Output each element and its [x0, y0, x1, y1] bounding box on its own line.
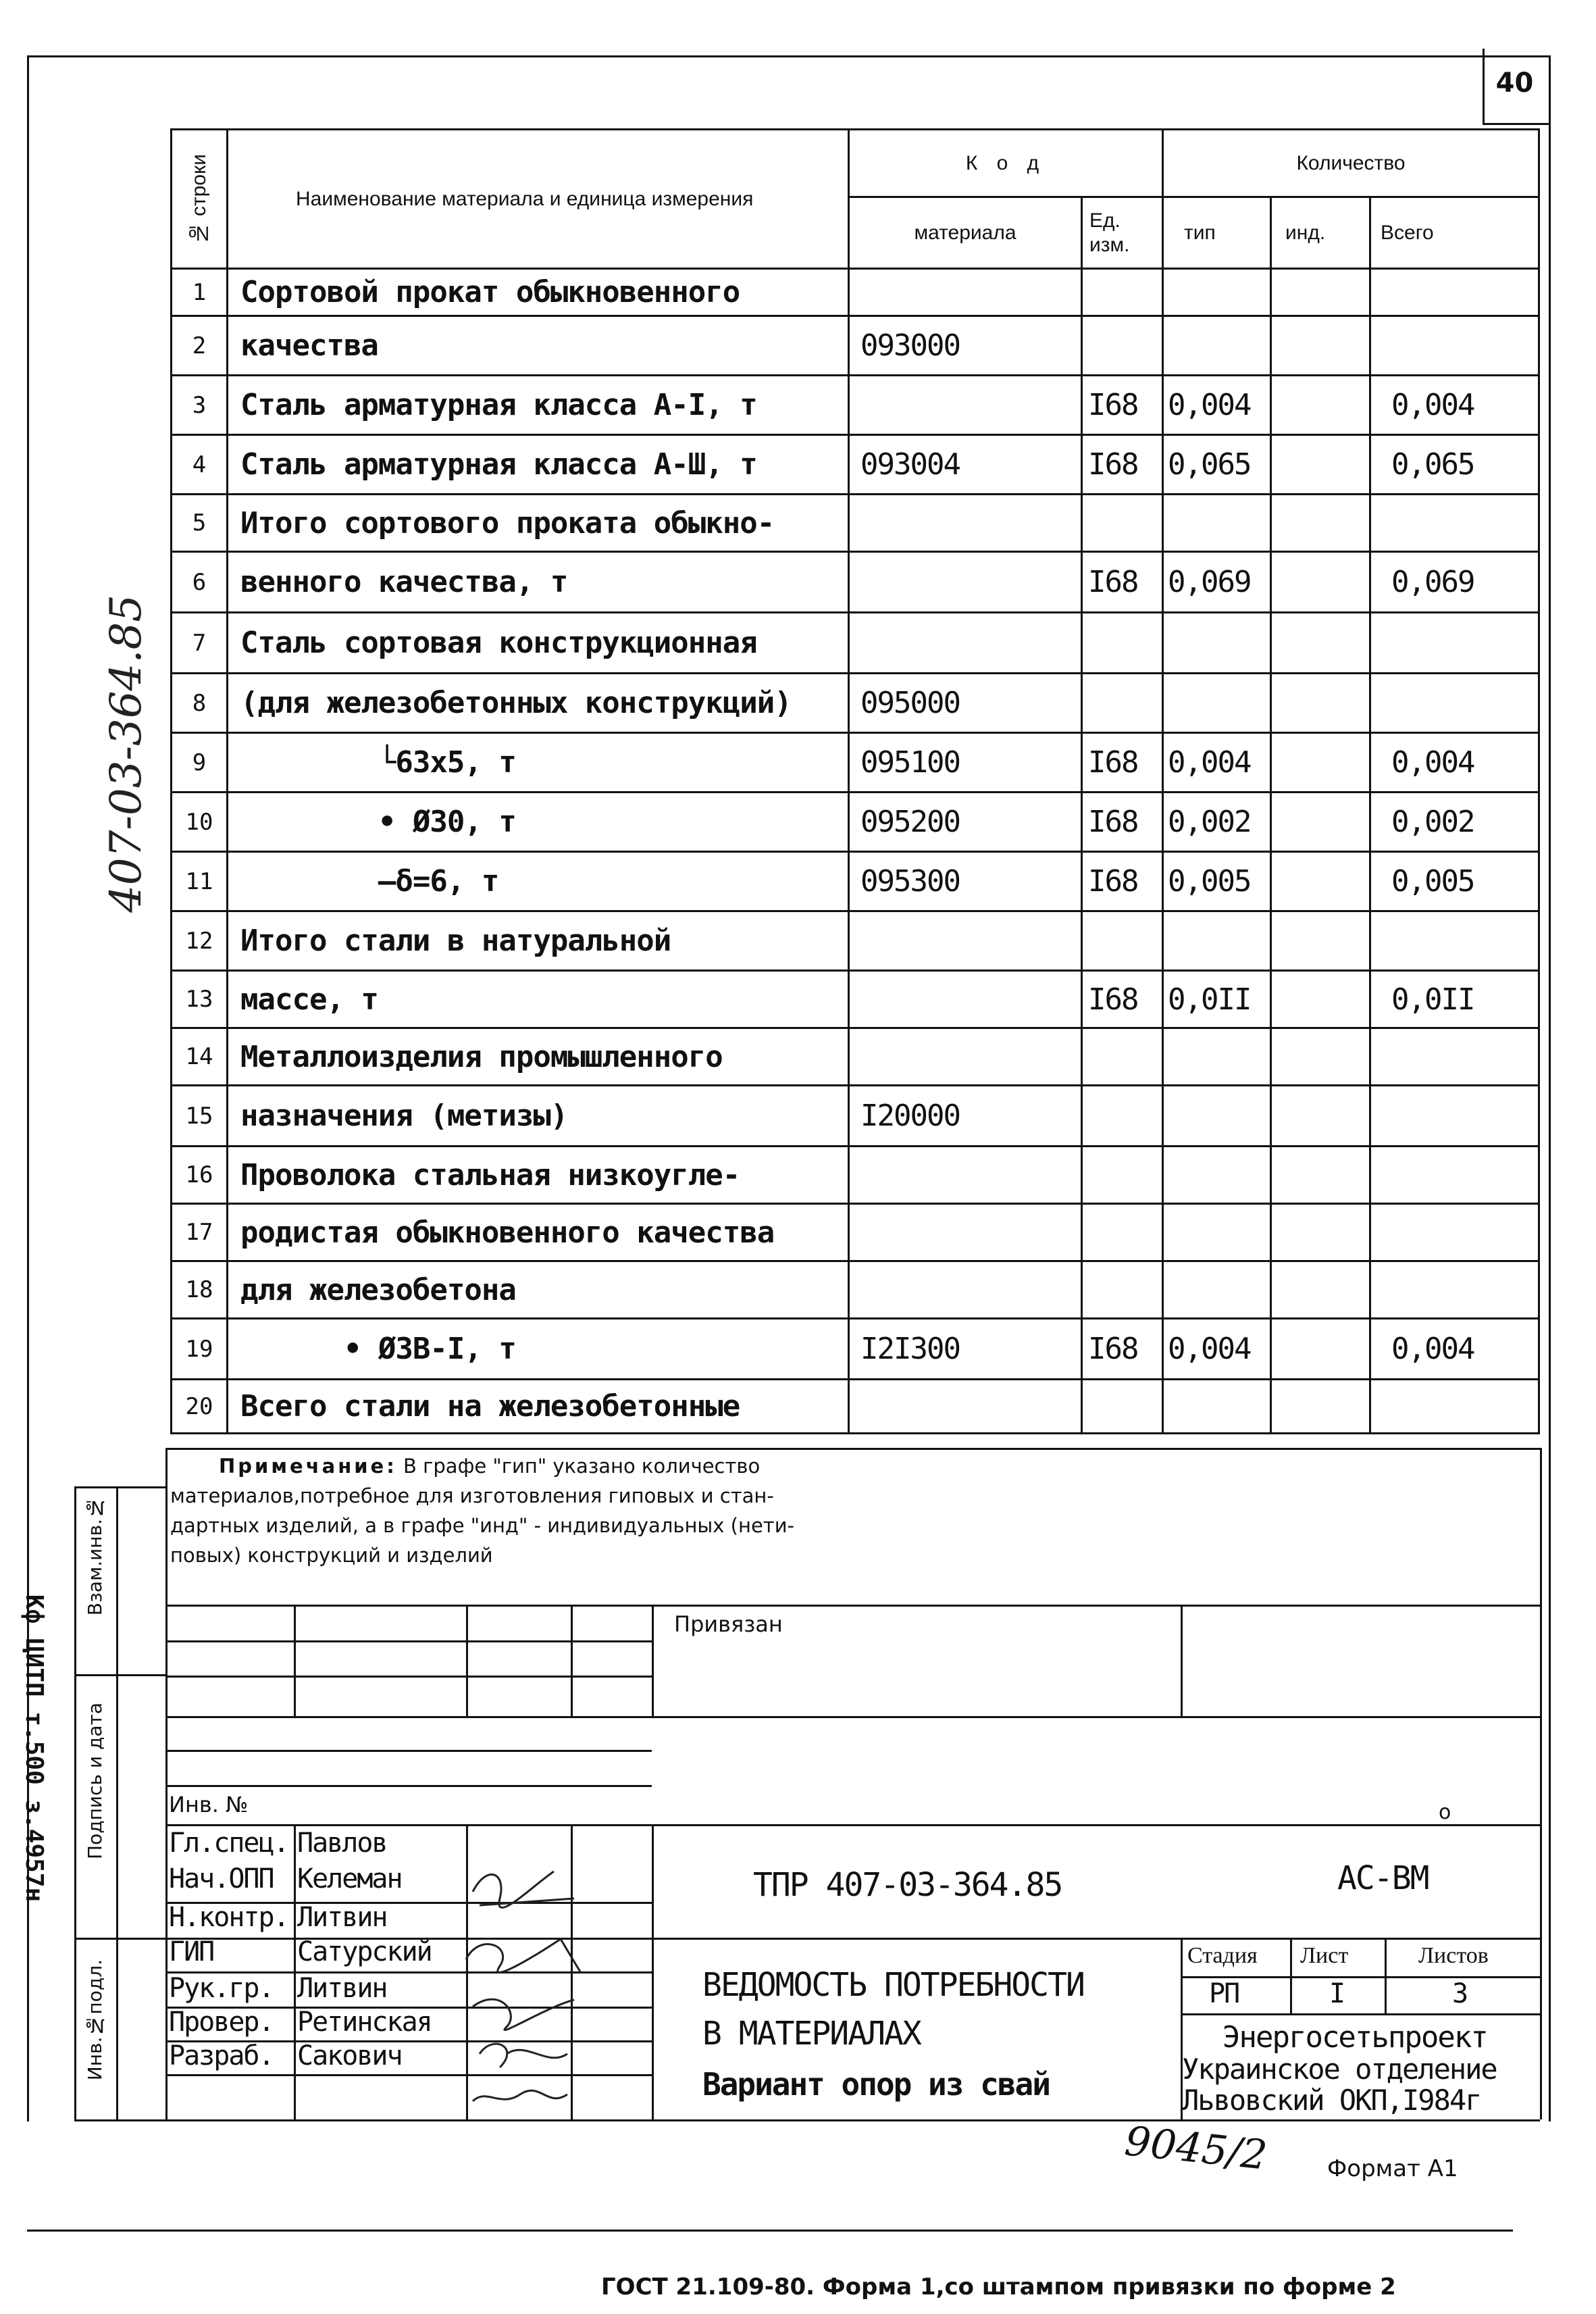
header-unit: Ед. изм. — [1082, 197, 1163, 269]
unit-code — [1082, 1147, 1163, 1204]
row-number: 16 — [172, 1147, 228, 1204]
row-number: 19 — [172, 1319, 228, 1380]
replaces-inventory-label: Взам.инв.№ — [84, 1496, 106, 1616]
table-row — [172, 852, 1539, 911]
materials-table — [170, 128, 1540, 1434]
qty-typ — [1163, 911, 1271, 971]
qty-total: 0,0II — [1370, 971, 1539, 1028]
row-number: 3 — [172, 376, 228, 435]
unit-code: I68 — [1082, 552, 1163, 613]
qty-ind — [1271, 1380, 1370, 1434]
qty-total — [1370, 613, 1539, 674]
signatory-role: Рук.гр. — [169, 1973, 274, 2004]
unit-code: I68 — [1082, 793, 1163, 852]
note — [170, 1451, 1183, 1570]
material-code — [849, 1380, 1082, 1434]
signatory-name: Литвин — [297, 1973, 387, 2004]
material-name: родистая обыкновенного качества — [228, 1204, 849, 1261]
qty-ind — [1271, 495, 1370, 552]
signatory-name: Ретинская — [297, 2007, 432, 2038]
qty-total — [1370, 1261, 1539, 1319]
table-row — [172, 1261, 1539, 1319]
qty-typ: 0,004 — [1163, 376, 1271, 435]
signatory-role: ГИП — [169, 1936, 214, 1967]
qty-total: 0,004 — [1370, 733, 1539, 793]
unit-code — [1082, 1028, 1163, 1086]
original-inventory-label: Инв.№подл. — [84, 1959, 106, 2081]
qty-ind — [1271, 1147, 1370, 1204]
row-number: 14 — [172, 1028, 228, 1086]
qty-typ — [1163, 316, 1271, 376]
qty-total — [1370, 1204, 1539, 1261]
qty-ind — [1271, 971, 1370, 1028]
material-name: назначения (метизы) — [228, 1086, 849, 1147]
org-line-1: Энергосетьпроект — [1222, 2020, 1487, 2055]
qty-typ: 0,065 — [1163, 435, 1271, 495]
unit-code — [1082, 1086, 1163, 1147]
unit-code: I68 — [1082, 1319, 1163, 1380]
table-row — [172, 1086, 1539, 1147]
qty-ind — [1271, 376, 1370, 435]
qty-typ: 0,069 — [1163, 552, 1271, 613]
qty-total: 0,004 — [1370, 376, 1539, 435]
qty-ind — [1271, 911, 1370, 971]
table-row — [172, 911, 1539, 971]
attached-label: Привязан — [674, 1611, 783, 1637]
row-number: 4 — [172, 435, 228, 495]
qty-ind — [1271, 435, 1370, 495]
sheet-value: I — [1329, 1978, 1345, 2009]
qty-typ: 0,004 — [1163, 1319, 1271, 1380]
table-row — [172, 552, 1539, 613]
material-name: Проволока стальная низкоугле- — [228, 1147, 849, 1204]
note-line-1: В графе "гип" указано количество — [396, 1455, 761, 1478]
sheets-value: 3 — [1452, 1978, 1468, 2009]
row-number: 8 — [172, 674, 228, 733]
qty-typ — [1163, 1261, 1271, 1319]
qty-ind — [1271, 1028, 1370, 1086]
row-number: 17 — [172, 1204, 228, 1261]
qty-typ — [1163, 674, 1271, 733]
circle-mark: о — [1439, 1801, 1451, 1824]
stage-value: РП — [1209, 1978, 1239, 2009]
signatory-name: Павлов — [297, 1828, 387, 1859]
signatory-role: Н.контр. — [169, 1902, 288, 1933]
row-number: 13 — [172, 971, 228, 1028]
sheets-label: Листов — [1418, 1943, 1489, 1968]
org-line-2: Украинское отделение — [1182, 2053, 1497, 2086]
archive-stamp-text: Кф ЦИТП т.500 з.4957н — [20, 1594, 48, 1903]
qty-ind — [1271, 269, 1370, 316]
unit-code — [1082, 495, 1163, 552]
org-line-3: Львовский ОКП,I984г — [1182, 2084, 1481, 2117]
row-number: 10 — [172, 793, 228, 852]
qty-total: 0,069 — [1370, 552, 1539, 613]
row-number: 15 — [172, 1086, 228, 1147]
sheet-label: Лист — [1300, 1943, 1349, 1968]
material-name: Сталь арматурная класса А-I, т — [228, 376, 849, 435]
signatory-name: Келеман — [297, 1863, 402, 1894]
qty-typ: 0,004 — [1163, 733, 1271, 793]
row-number: 20 — [172, 1380, 228, 1434]
qty-total — [1370, 911, 1539, 971]
qty-typ: 0,002 — [1163, 793, 1271, 852]
unit-code — [1082, 269, 1163, 316]
qty-total — [1370, 316, 1539, 376]
note-label: Примечание: — [219, 1455, 397, 1478]
qty-ind — [1271, 316, 1370, 376]
row-number: 12 — [172, 911, 228, 971]
material-code — [849, 269, 1082, 316]
material-code: 093004 — [849, 435, 1082, 495]
qty-typ — [1163, 1086, 1271, 1147]
material-name: Металлоизделия промышленного — [228, 1028, 849, 1086]
material-name: Всего стали на железобетонные — [228, 1380, 849, 1434]
material-code: 095100 — [849, 733, 1082, 793]
page-number: 40 — [1495, 68, 1534, 99]
qty-total — [1370, 1028, 1539, 1086]
unit-code: I68 — [1082, 971, 1163, 1028]
qty-typ — [1163, 1028, 1271, 1086]
header-name: Наименование материала и единица измерения — [228, 130, 849, 269]
material-code — [849, 1147, 1082, 1204]
row-number: 7 — [172, 613, 228, 674]
table-row — [172, 1204, 1539, 1261]
table-row — [172, 376, 1539, 435]
header-qty-ind: инд. — [1271, 197, 1370, 269]
qty-total: 0,065 — [1370, 435, 1539, 495]
side-document-code: 407-03-364.85 — [101, 595, 151, 913]
material-code — [849, 1204, 1082, 1261]
signature-date-label: Подпись и дата — [84, 1703, 106, 1859]
unit-code: I68 — [1082, 733, 1163, 793]
qty-ind — [1271, 733, 1370, 793]
signatory-role: Нач.ОПП — [169, 1863, 274, 1894]
material-code — [849, 971, 1082, 1028]
unit-code — [1082, 1261, 1163, 1319]
inventory-number-label: Инв. № — [169, 1792, 249, 1817]
material-name: массе, т — [228, 971, 849, 1028]
table-row — [172, 495, 1539, 552]
row-number: 11 — [172, 852, 228, 911]
material-name: (для железобетонных конструкций) — [228, 674, 849, 733]
material-code — [849, 376, 1082, 435]
table-row — [172, 316, 1539, 376]
row-number: 2 — [172, 316, 228, 376]
unit-code: I68 — [1082, 435, 1163, 495]
qty-typ — [1163, 1147, 1271, 1204]
qty-ind — [1271, 1204, 1370, 1261]
stage-label: Стадия — [1187, 1943, 1258, 1968]
material-name: венного качества, т — [228, 552, 849, 613]
qty-total: 0,002 — [1370, 793, 1539, 852]
table-row — [172, 1147, 1539, 1204]
unit-code — [1082, 1380, 1163, 1434]
title-line-1: ВЕДОМОСТЬ ПОТРЕБНОСТИ — [702, 1966, 1084, 2004]
document-code: ТПР 407-03-364.85 — [753, 1866, 1062, 1904]
signatory-name: Сакович — [297, 2040, 402, 2071]
qty-typ: 0,005 — [1163, 852, 1271, 911]
material-name: Сортовой прокат обыкновенного — [228, 269, 849, 316]
table-row — [172, 793, 1539, 852]
handwritten-number: 9045/2 — [1122, 2117, 1270, 2180]
signatory-role: Гл.спец. — [169, 1828, 288, 1859]
unit-code: I68 — [1082, 852, 1163, 911]
qty-typ — [1163, 1380, 1271, 1434]
unit-code — [1082, 316, 1163, 376]
header-row-number: № строки — [172, 130, 228, 269]
qty-typ: 0,0II — [1163, 971, 1271, 1028]
material-name: для железобетона — [228, 1261, 849, 1319]
qty-total — [1370, 674, 1539, 733]
material-name: качества — [228, 316, 849, 376]
material-code — [849, 495, 1082, 552]
material-code: I20000 — [849, 1086, 1082, 1147]
material-code: 095000 — [849, 674, 1082, 733]
material-code: 093000 — [849, 316, 1082, 376]
table-row — [172, 1319, 1539, 1380]
qty-ind — [1271, 793, 1370, 852]
material-code — [849, 1261, 1082, 1319]
signatures — [459, 1851, 594, 2121]
qty-ind — [1271, 674, 1370, 733]
material-name: └63х5, т — [228, 733, 849, 793]
material-code — [849, 613, 1082, 674]
qty-typ — [1163, 613, 1271, 674]
title-line-2: В МАТЕРИАЛАХ — [702, 2015, 921, 2053]
table-row — [172, 971, 1539, 1028]
table-row — [172, 1028, 1539, 1086]
unit-code — [1082, 674, 1163, 733]
table-row — [172, 269, 1539, 316]
note-line-2: материалов,потребное для изготовления гиповых и стан- — [170, 1484, 774, 1507]
qty-ind — [1271, 1319, 1370, 1380]
qty-ind — [1271, 552, 1370, 613]
footer-gost: ГОСТ 21.109-80. Форма 1,со штампом привязки по форме 2 — [601, 2273, 1396, 2300]
material-name: Итого сортового проката обыкно- — [228, 495, 849, 552]
material-code: 095300 — [849, 852, 1082, 911]
header-qty-total: Всего — [1370, 197, 1539, 269]
material-code: 095200 — [849, 793, 1082, 852]
document-mark: АС-ВМ — [1337, 1859, 1428, 1897]
unit-code: I68 — [1082, 376, 1163, 435]
qty-ind — [1271, 613, 1370, 674]
row-number: 5 — [172, 495, 228, 552]
header-qty-typ: тип — [1163, 197, 1271, 269]
title-line-3: Вариант опор из свай — [702, 2066, 1050, 2103]
row-number: 18 — [172, 1261, 228, 1319]
qty-total — [1370, 1086, 1539, 1147]
row-number: 6 — [172, 552, 228, 613]
qty-total: 0,004 — [1370, 1319, 1539, 1380]
header-quantity: Количество — [1163, 130, 1539, 197]
footer-line — [27, 2230, 1513, 2232]
unit-code — [1082, 613, 1163, 674]
material-code: I2I300 — [849, 1319, 1082, 1380]
note-line-3: дартных изделий, а в графе "инд" - индивидуальных (нети- — [170, 1514, 795, 1537]
qty-ind — [1271, 1261, 1370, 1319]
signatory-role: Разраб. — [169, 2040, 274, 2071]
material-name: —δ=6, т — [228, 852, 849, 911]
signatory-name: Литвин — [297, 1902, 387, 1933]
qty-ind — [1271, 1086, 1370, 1147]
material-code — [849, 1028, 1082, 1086]
table-row — [172, 613, 1539, 674]
qty-typ — [1163, 495, 1271, 552]
signatory-name: Сатурский — [297, 1936, 432, 1967]
material-code — [849, 552, 1082, 613]
table-row — [172, 674, 1539, 733]
row-number: 9 — [172, 733, 228, 793]
unit-code — [1082, 1204, 1163, 1261]
row-number: 1 — [172, 269, 228, 316]
unit-code — [1082, 911, 1163, 971]
material-name: Итого стали в натуральной — [228, 911, 849, 971]
qty-total — [1370, 495, 1539, 552]
material-name: • Ø30, т — [228, 793, 849, 852]
format-label: Формат А1 — [1327, 2155, 1458, 2182]
material-name: Сталь сортовая конструкционная — [228, 613, 849, 674]
header-code-material: материала — [849, 197, 1082, 269]
qty-total — [1370, 1380, 1539, 1434]
qty-total — [1370, 269, 1539, 316]
qty-typ — [1163, 269, 1271, 316]
note-line-4: повых) конструкций и изделий — [170, 1544, 493, 1567]
header-code: К о д — [849, 130, 1163, 197]
material-name: Сталь арматурная класса А-Ш, т — [228, 435, 849, 495]
signatory-role: Провер. — [169, 2007, 274, 2038]
table-row — [172, 1380, 1539, 1434]
material-name: • Ø3В-I, т — [228, 1319, 849, 1380]
table-row — [172, 733, 1539, 793]
qty-total: 0,005 — [1370, 852, 1539, 911]
qty-ind — [1271, 852, 1370, 911]
qty-typ — [1163, 1204, 1271, 1261]
material-code — [849, 911, 1082, 971]
qty-total — [1370, 1147, 1539, 1204]
table-row — [172, 435, 1539, 495]
